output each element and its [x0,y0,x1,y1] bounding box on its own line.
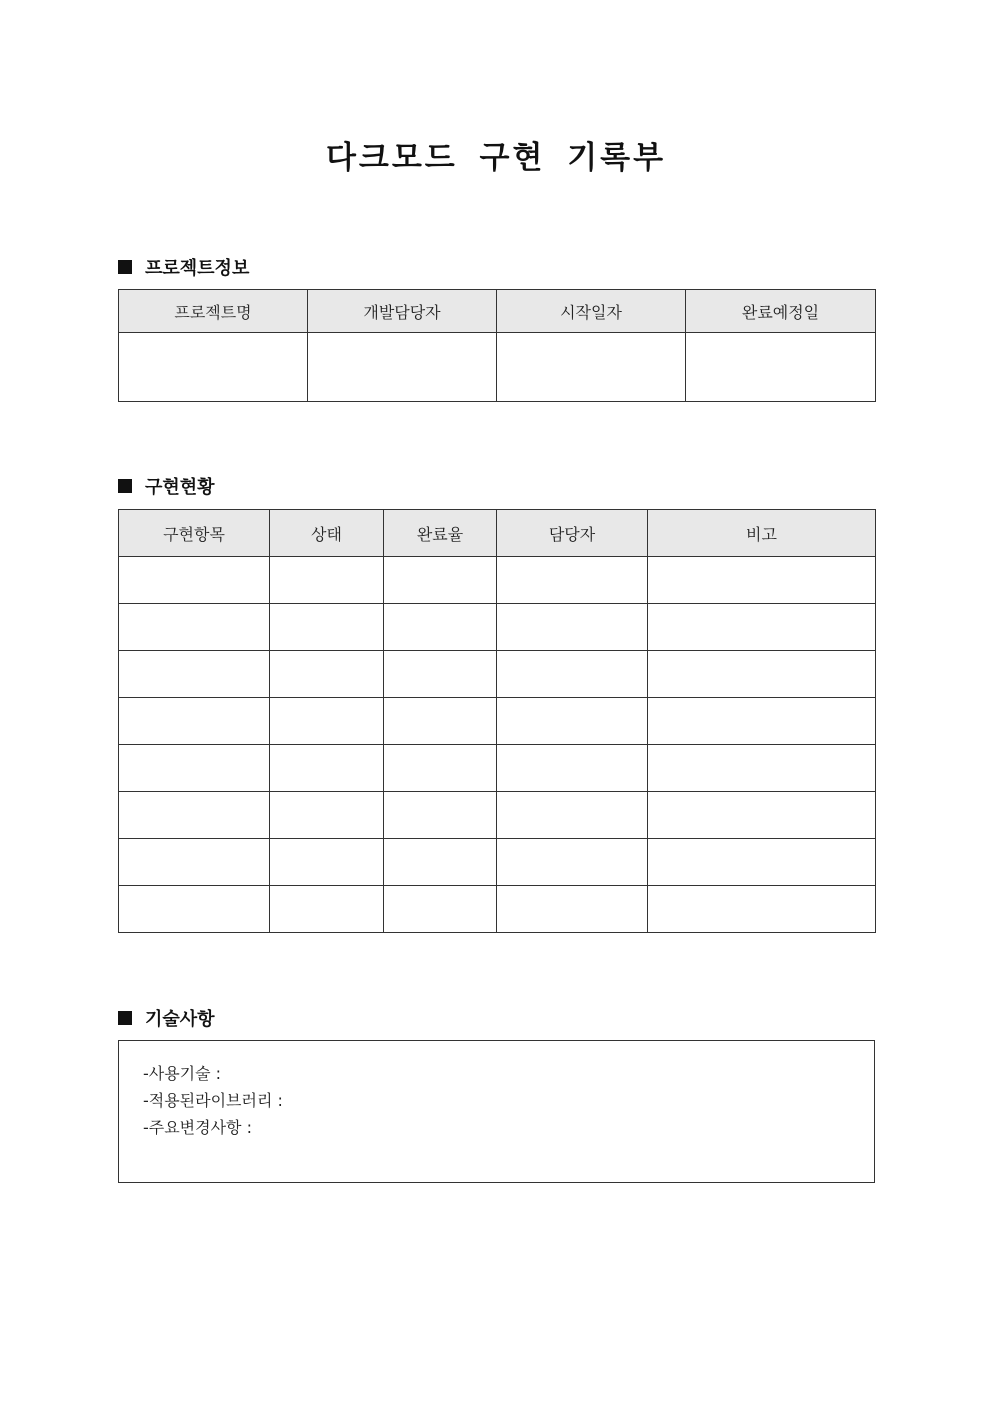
assignee-cell[interactable] [497,557,648,604]
table-row [119,745,876,792]
state-cell[interactable] [270,557,384,604]
state-cell[interactable] [270,651,384,698]
tech-notes-heading [118,1005,215,1031]
table-row [119,698,876,745]
completion-rate-cell[interactable] [384,651,497,698]
project-info-table [118,289,876,402]
developer-cell[interactable] [308,333,497,402]
remarks-cell[interactable] [648,557,876,604]
assignee-cell[interactable] [497,839,648,886]
item-cell[interactable] [119,745,270,792]
item-cell[interactable] [119,651,270,698]
project-info-heading-label: 프로젝트정보 [145,258,250,279]
item-cell[interactable] [119,557,270,604]
assignee-cell[interactable] [497,698,648,745]
table-row [119,839,876,886]
project-name-cell[interactable] [119,333,308,402]
tech-notes-box[interactable] [118,1040,875,1183]
assignee-cell[interactable] [497,604,648,651]
table-row [119,651,876,698]
square-bullet-icon [118,260,132,274]
square-bullet-icon [118,479,132,493]
state-cell[interactable] [270,698,384,745]
assignee-cell[interactable] [497,745,648,792]
completion-rate-cell[interactable] [384,886,497,933]
completion-rate-cell[interactable] [384,792,497,839]
remarks-cell[interactable] [648,792,876,839]
state-cell[interactable] [270,792,384,839]
completion-rate-cell[interactable] [384,698,497,745]
project-info-row [119,333,876,402]
tech-notes-heading-label: 기술사항 [145,1009,215,1030]
tech-used-line: -사용기술 : [143,1064,222,1083]
implementation-status-table [118,509,876,933]
column-header-state: 상태 [270,510,384,557]
status-header-row [119,510,876,557]
item-cell[interactable] [119,604,270,651]
column-header-developer: 개발담당자 [308,290,497,333]
column-header-due-date: 완료예정일 [686,290,876,333]
column-header-completion-rate: 완료율 [384,510,497,557]
state-cell[interactable] [270,839,384,886]
due-date-cell[interactable] [686,333,876,402]
column-header-assignee: 담당자 [497,510,648,557]
project-info-header-row [119,290,876,333]
completion-rate-cell[interactable] [384,604,497,651]
tech-notes-list [119,1041,874,1141]
item-cell[interactable] [119,839,270,886]
remarks-cell[interactable] [648,604,876,651]
remarks-cell[interactable] [648,745,876,792]
assignee-cell[interactable] [497,651,648,698]
column-header-item: 구현항목 [119,510,270,557]
assignee-cell[interactable] [497,792,648,839]
completion-rate-cell[interactable] [384,839,497,886]
item-cell[interactable] [119,698,270,745]
table-row [119,557,876,604]
major-changes-line: -주요변경사항 : [143,1118,252,1137]
table-row [119,886,876,933]
libraries-line: -적용된라이브러리 : [143,1091,283,1110]
table-row [119,792,876,839]
document-title: 다크모드 구현 기록부 [325,140,667,176]
status-heading-label: 구현현황 [145,477,215,498]
square-bullet-icon [118,1011,132,1025]
completion-rate-cell[interactable] [384,745,497,792]
column-header-remarks: 비고 [648,510,876,557]
start-date-cell[interactable] [497,333,686,402]
table-row [119,604,876,651]
project-info-heading [118,254,249,280]
item-cell[interactable] [119,792,270,839]
state-cell[interactable] [270,604,384,651]
item-cell[interactable] [119,886,270,933]
status-heading [118,473,215,499]
column-header-start-date: 시작일자 [497,290,686,333]
remarks-cell[interactable] [648,839,876,886]
state-cell[interactable] [270,886,384,933]
completion-rate-cell[interactable] [384,557,497,604]
remarks-cell[interactable] [648,886,876,933]
state-cell[interactable] [270,745,384,792]
column-header-project-name: 프로젝트명 [119,290,308,333]
remarks-cell[interactable] [648,651,876,698]
assignee-cell[interactable] [497,886,648,933]
remarks-cell[interactable] [648,698,876,745]
